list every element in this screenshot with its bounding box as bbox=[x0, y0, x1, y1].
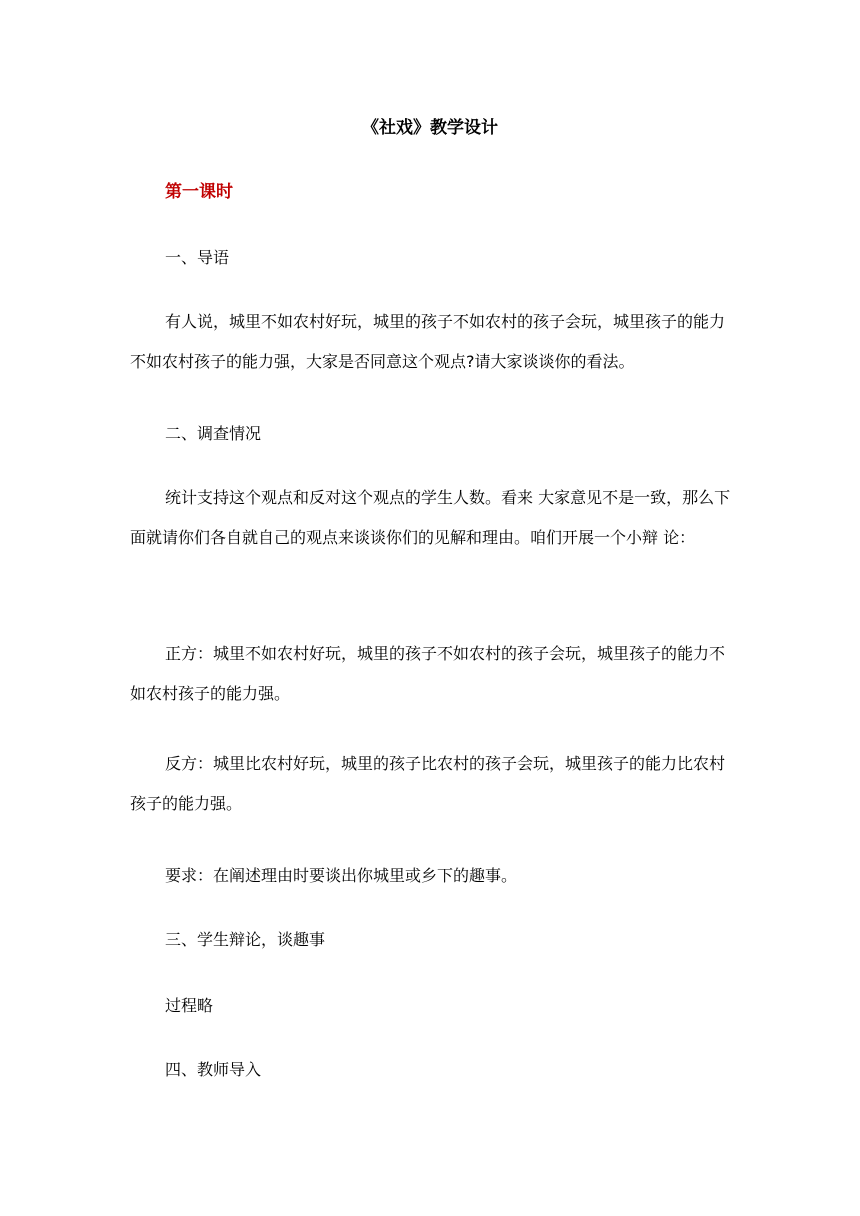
requirement-text: 要求：在阐述理由时要谈出你城里或乡下的趣事。 bbox=[165, 866, 518, 885]
negative-paragraph: 反方：城里比农村好玩，城里的孩子比农村的孩子会玩，城里孩子的能力比农村孩子的能力强。 bbox=[130, 754, 726, 813]
process-note: 过程略 bbox=[165, 996, 214, 1015]
section-heading-survey: 二、调查情况 bbox=[165, 424, 262, 443]
document-title: 《社戏》教学设计 bbox=[362, 118, 498, 138]
affirmative-paragraph: 正方：城里不如农村好玩，城里的孩子不如农村的孩子会玩，城里孩子的能力不如农村孩子的能力强。 bbox=[130, 644, 726, 703]
survey-paragraph: 统计支持这个观点和反对这个观点的学生人数。看来 大家意见不是一致，那么下面就请你们各自就自己的观点来谈谈你们的见解和理由。咱们开展一个小辩 论： bbox=[130, 488, 731, 547]
intro-paragraph: 有人说，城里不如农村好玩，城里的孩子不如农村的孩子会玩，城里孩子的能力不如农村孩子的能力强，大家是否同意这个观点?请大家谈谈你的看法。 bbox=[130, 312, 726, 371]
section-heading-teacher: 四、教师导入 bbox=[165, 1060, 262, 1079]
lesson-heading: 第一课时 bbox=[165, 182, 233, 202]
section-heading-debate: 三、学生辩论，谈趣事 bbox=[165, 930, 326, 949]
section-heading-intro: 一、导语 bbox=[165, 248, 230, 267]
